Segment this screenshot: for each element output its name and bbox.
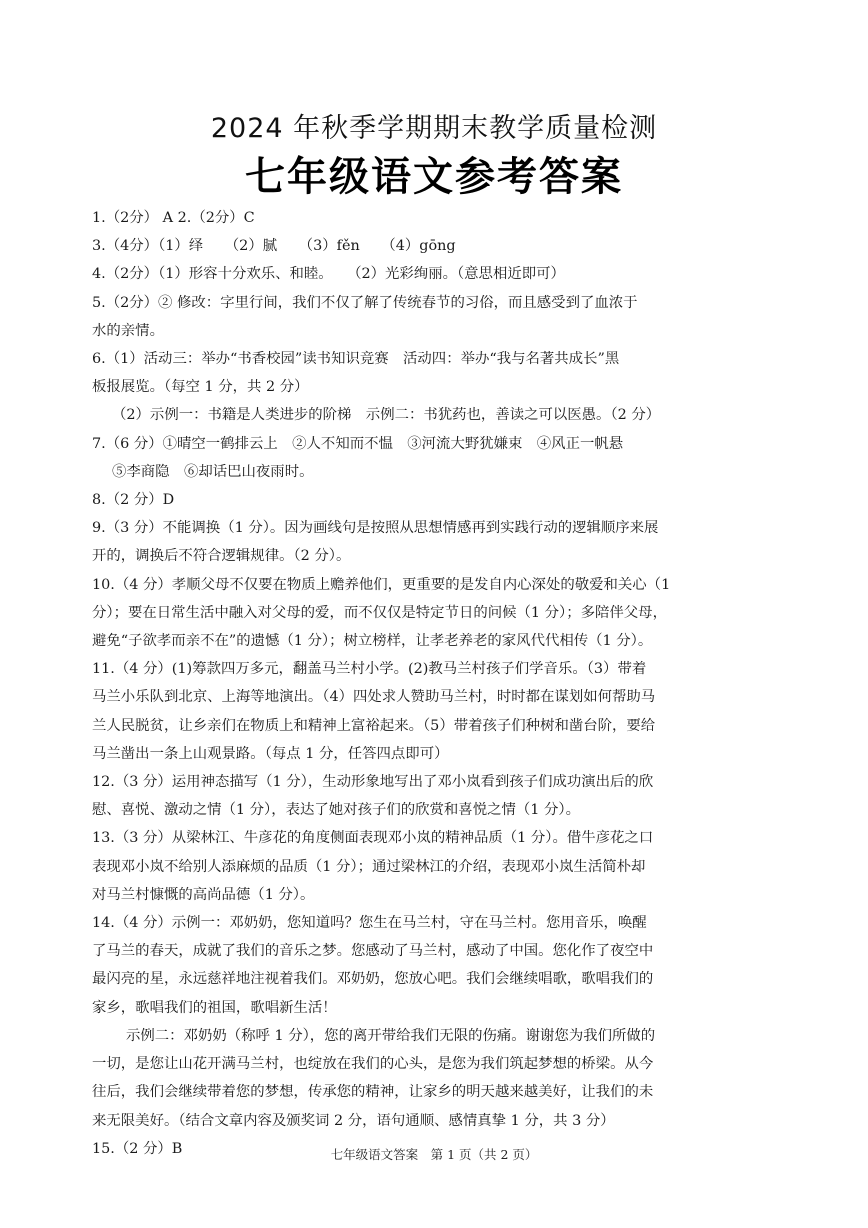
answer-line: 避免“子欲孝而亲不在”的遗憾（1 分）；树立榜样，让孝老养老的家风代代相传（1 分）。 bbox=[92, 633, 653, 650]
page-footer: 七年级语文答案 第 1 页（共 2 页） bbox=[330, 1147, 538, 1162]
answer-line: 3.（4分）（1）绎 （2）腻 （3）fěn （4）gōng bbox=[92, 238, 456, 255]
answer-line: 6.（1）活动三：举办“书香校园”读书知识竞赛 活动四：举办“我与名著共成长”黑 bbox=[92, 351, 620, 368]
answer-line: 10.（4 分）孝顺父母不仅要在物质上赡养他们，更重要的是发自内心深处的敬爱和关心（1 bbox=[92, 576, 671, 593]
answer-line: 来无限美好。（结合文章内容及颁奖词 2 分，语句通顺、感情真挚 1 分，共 3 分） bbox=[92, 1112, 615, 1129]
answer-line: 慰、喜悦、激动之情（1 分），表达了她对孩子们的欣赏和喜悦之情（1 分）。 bbox=[92, 802, 580, 819]
answer-line: 示例二：邓奶奶（称呼 1 分），您的离开带给我们无限的伤痛。谢谢您为我们所做的 bbox=[126, 1027, 656, 1044]
answer-line: 往后，我们会继续带着您的梦想，传承您的精神，让家乡的明天越来越美好，让我们的未 bbox=[92, 1084, 654, 1101]
answer-line: 11.（4 分）(1)筹款四万多元，翻盖马兰村小学。(2)教马兰村孩子们学音乐。（3）带着 bbox=[92, 661, 647, 678]
answer-line: 12.（3 分）运用神态描写（1 分），生动形象地写出了邓小岚看到孩子们成功演出后的欣 bbox=[92, 774, 654, 791]
answer-line: 8.（2 分）D bbox=[92, 492, 175, 509]
answer-body bbox=[92, 204, 782, 1163]
answer-line: 马兰小乐队到北京、上海等地演出。（4）四处求人赞助马兰村，时时都在谋划如何帮助马 bbox=[92, 689, 656, 706]
answer-line: 5.（2分）② 修改：字里行间，我们不仅了解了传统春节的习俗，而且感受到了血浓于 bbox=[92, 294, 638, 311]
answer-line: ⑤李商隐 ⑥却话巴山夜雨时。 bbox=[112, 463, 314, 480]
answer-line: 对马兰村慷慨的高尚品德（1 分）。 bbox=[92, 886, 315, 903]
answer-line: 13.（3 分）从梁林江、牛彦花的角度侧面表现邓小岚的精神品质（1 分）。借牛彦花之口 bbox=[92, 830, 654, 847]
answer-line: 水的亲情。 bbox=[92, 322, 164, 339]
answer-line: 7.（6 分）①晴空一鹤排云上 ②人不知而不愠 ③河流大野犹嫌束 ④风正一帆悬 bbox=[92, 435, 624, 452]
answer-line: 兰人民脱贫，让乡亲们在物质上和精神上富裕起来。（5）带着孩子们种树和凿台阶，要给 bbox=[92, 717, 656, 734]
answer-line: 1.（2分） A 2.（2分）C bbox=[92, 210, 255, 226]
answer-line: 最闪亮的星，永远慈祥地注视着我们。邓奶奶，您放心吧。我们会继续唱歌，歌唱我们的 bbox=[92, 971, 654, 988]
answer-line: 开的，调换后不符合逻辑规律。（2 分）。 bbox=[92, 548, 351, 565]
exam-title: 2024 年秋季学期期末教学质量检测 bbox=[210, 113, 658, 144]
document-heading: 七年级语文参考答案 bbox=[245, 153, 623, 200]
answer-line: 4.（2分）（1）形容十分欢乐、和睦。 （2）光彩绚丽。（意思相近即可） bbox=[92, 266, 565, 283]
answer-line: 家乡，歌唱我们的祖国，歌唱新生活！ bbox=[92, 999, 337, 1016]
answer-line: 马兰凿出一条上山观景路。（每点 1 分，任答四点即可） bbox=[92, 745, 449, 762]
answer-line: （2）示例一：书籍是人类进步的阶梯 示例二：书犹药也，善读之可以医愚。（2 分） bbox=[112, 407, 661, 424]
answer-line: 表现邓小岚不给别人添麻烦的品质（1 分）；通过梁林江的介绍，表现邓小岚生活简朴却 bbox=[92, 858, 646, 875]
answer-line: 板报展览。（每空 1 分，共 2 分） bbox=[92, 379, 309, 396]
answer-line: 15.（2 分）B bbox=[92, 1140, 183, 1157]
answer-line: 了马兰的春天，成就了我们的音乐之梦。您感动了马兰村，感动了中国。您化作了夜空中 bbox=[92, 943, 654, 960]
answer-line: 14.（4 分）示例一：邓奶奶，您知道吗？您生在马兰村，守在马兰村。您用音乐，唤醒 bbox=[92, 915, 647, 932]
answer-line: 一切，是您让山花开满马兰村，也绽放在我们的心头，是您为我们筑起梦想的桥梁。从今 bbox=[92, 1056, 654, 1073]
answer-line: 分）；要在日常生活中融入对父母的爱，而不仅仅是特定节日的问候（1 分）；多陪伴父母， bbox=[92, 604, 667, 621]
answer-line: 9.（3 分）不能调换（1 分）。因为画线句是按照从思想情感再到实践行动的逻辑顺序来展 bbox=[92, 520, 659, 537]
